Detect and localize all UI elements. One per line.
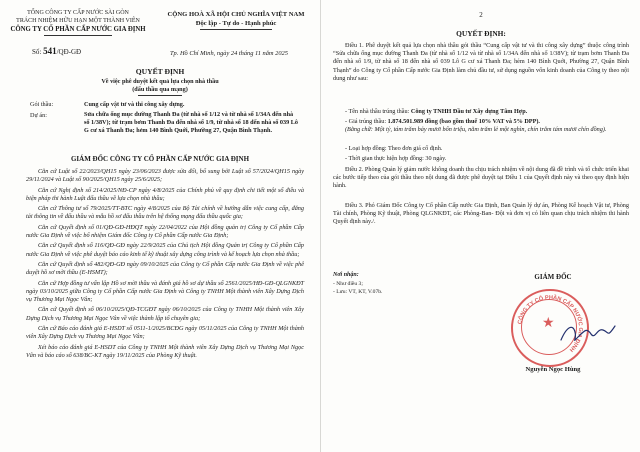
signer-name: Nguyễn Ngọc Hùng — [525, 366, 581, 373]
package-label: Gói thầu: — [30, 101, 54, 108]
legal-basis-item: Căn cứ Luật số 22/2023/QH15 ngày 23/06/2023 được sửa đổi, bổ sung bởi Luật số 57/2024/QH15 ngày 29/11/2024 và Luật số 90/2025/QH15 ngày 25/6/2025; — [26, 168, 304, 184]
article-2: Điều 2. Phòng Quản lý giảm nước không doanh thu chịu trách nhiệm về nội dung đã đề trình và tổ chức triển khai các bước tiếp theo của gói thầu theo nội dung đã được phê duyệt tại Điều 1 của Quyết định này và theo quy định hiện hành. — [333, 166, 629, 190]
authority: GIÁM ĐỐC CÔNG TY CỔ PHẦN CẤP NƯỚC GIA ĐỊNH — [70, 155, 250, 163]
recipients-label: Nơi nhận: — [333, 272, 359, 278]
price-line: - Giá trúng thầu: 1.874.501.989 đồng (bao gồm thuế 10% VAT và 5% DPP). — [345, 118, 540, 125]
contract-duration: - Thời gian thực hiện hợp đồng: 30 ngày. — [345, 155, 447, 162]
project-value: Sửa chữa ống mục đường Thanh Đa (từ nhà số 1/12 và từ nhà số 1/34A đến nhà số 1/38V); từ trạm bơm Thanh Đa đến nhà số 1/9, từ nhà số 18 đến nhà số 039 Lô G cư xá Thanh Đa; hẻm 140 Bình Quới, Phường 27, Quận Bình Thạnh. — [84, 111, 298, 135]
legal-basis-item: Căn cứ Quyết định số 116/QĐ-GĐ ngày 22/9/2025 của Chủ tịch Hội đồng Quản trị Công ty Cổ phần Cấp nước Gia Định về việc phê duyệt báo cáo kinh tế kỹ thuật xây dựng công trình và kế hoạch lựa chọn nhà thầu; — [26, 242, 304, 258]
legal-basis-item: Căn cứ Thông tư số 79/2025/TT-BTC ngày 4/8/2025 của Bộ Tài chính về hướng dẫn việc cung cấp, đăng tải thông tin về đấu thầu và mẫu hồ sơ đấu thầu trên hệ thống mạng đấu thầu quốc gia; — [26, 205, 304, 221]
recipient-item: - Như điều 3; — [333, 281, 363, 287]
legal-basis-item: Căn cứ Báo cáo đánh giá E-HSDT số 0511-1/2025/BCĐG ngày 05/11/2025 của Công ty TNHH Một thành viên Xây Dựng Dịch vụ Thương Mại Ngọc Vân; — [26, 324, 304, 341]
nation-header: CỘNG HOÀ XÃ HỘI CHỦ NGHĨA VIỆT NAM — [167, 11, 305, 18]
motto: Độc lập - Tự do - Hạnh phúc — [195, 20, 277, 27]
decision-subtitle: Về việc phê duyệt kết quả lựa chọn nhà thầu — [101, 78, 219, 85]
org-underline — [44, 35, 112, 36]
legal-basis-item: Xét báo cáo đánh giá E-HSDT của Công ty TNHH Một thành viên Xây Dựng Dịch vụ Thương Mại Ngọc Vân và báo cáo số 638/BC-KT ngày 19/11/2025 của Phòng Kỹ thuật. — [26, 343, 304, 359]
org-parent-line-2: TRÁCH NHIỆM HỮU HẠN MỘT THÀNH VIÊN — [16, 18, 140, 24]
org-parent: TỔNG CÔNG TY CẤP NƯỚC SÀI GÒN — [27, 10, 129, 16]
price-value: 1.874.501.989 đồng (bao gồm thuế 10% VAT và 5% DPP). — [387, 118, 540, 125]
legal-basis-item: Căn cứ Hợp đồng tư vấn lập Hồ sơ mời thầu và đánh giá hồ sơ dự thầu số 2561/2025/HĐ-GĐ-QLGNKĐT ngày 03/10/2025 giữa Công ty Cổ phần Cấp nước Gia Định và Công ty TNHH Một thành viên Xây Dựng Dịch vụ Thương Mại Ngọc Vân; — [26, 279, 304, 303]
legal-basis-item: Căn cứ Quyết định số 482/QĐ-GĐ ngày 09/10/2025 của Công ty Cổ phần Cấp nước Gia Định về việc phê duyệt hồ sơ mời thầu (E-HSMT); — [26, 260, 304, 277]
decision-subtitle-2: (đấu thầu qua mạng) — [132, 86, 188, 93]
recipient-item: - Lưu: VT, KT, V.07b. — [333, 289, 383, 295]
project-label: Dự án: — [30, 112, 47, 119]
star-icon: ★ — [542, 316, 555, 331]
winner-line: - Tên nhà thầu trúng thầu: Công ty TNHH Đầu tư Xây dựng Tâm Hợp. — [345, 108, 528, 115]
doc-number: Số: 541/QĐ-GĐ — [32, 46, 82, 56]
price-in-words: (Bằng chữ: Một tỷ, tám trăm bảy mươi bốn triệu, năm trăm lẻ một nghìn, chín trăm tám mươi chín đồng). — [345, 126, 607, 133]
decision-heading: QUYẾT ĐỊNH: — [456, 29, 506, 38]
place-date: Tp. Hồ Chí Minh, ngày 24 tháng 11 năm 2025 — [170, 50, 288, 57]
org-name: CÔNG TY CỔ PHẦN CẤP NƯỚC GIA ĐỊNH — [10, 26, 146, 33]
contract-type: - Loại hợp đồng: Theo đơn giá cố định. — [345, 145, 443, 152]
legal-bases — [26, 168, 304, 362]
legal-basis-item: Căn cứ Quyết định số 06/10/2025/QĐ-TCGĐT ngày 06/10/2025 của Công ty TNHH Một thành viên Xây Dựng Dịch vụ Thương Mại Ngọc Vân về việc thành lập tổ chuyên gia; — [26, 306, 304, 322]
legal-basis-item: Căn cứ Nghị định số 214/2025/NĐ-CP ngày 4/8/2025 của Chính phủ về quy định chi tiết một số điều và biện pháp thi hành Luật đấu thầu về lựa chọn nhà thầu; — [26, 186, 304, 202]
doc-number-value: 541 — [43, 46, 57, 56]
winner-value: Công ty TNHH Đầu tư Xây dựng Tâm Hợp. — [410, 108, 528, 115]
motto-underline — [200, 29, 272, 30]
package-value: Cung cấp vật tư và thi công xây dựng. — [84, 101, 185, 108]
article-1: Điều 1. Phê duyệt kết quả lựa chọn nhà thầu gói thầu “Cung cấp vật tư và thi công xây dựng” thuộc công trình “Sửa chữa ống mục đường Thanh Đa (từ nhà số 1/12 và từ nhà số 1/34A đến nhà số 1/38V); từ trạm bơm Thanh Đa đến nhà số 1/9, từ nhà số 18 đến nhà số 039 Lô G cư xá Thanh Đa; hẻm 140 Bình Quới, Phường 27, Quận Bình Thạnh” do Công ty Cổ phần Cấp nước Gia Định làm chủ đầu tư, sử dụng nguồn vốn kinh doanh của Công ty theo nội dung như sau: — [333, 42, 629, 82]
article-3: Điều 3. Phó Giám Đốc Công ty Cổ phần Cấp nước Gia Định, Ban Quản lý dự án, Phòng Kế hoạch Vật tư, Phòng Tài chính, Phòng Kỹ thuật, Phòng QLGNKĐT, các Phòng-Ban- Đội và đơn vị có liên quan chịu trách nhiệm thi hành Quyết định này./. — [333, 202, 629, 226]
signer-title: GIÁM ĐỐC — [534, 273, 572, 281]
svg-text:CÔNG TY CỔ PHẦN CẤP NƯỚC GIA Đ: CÔNG TY CỔ PHẦN CẤP NƯỚC GIA ĐỊNH — [517, 294, 584, 353]
legal-basis-item: Căn cứ Quyết định số 01/QĐ-GĐ-HĐQT ngày 22/04/2022 của Hội đồng quản trị Công ty Cổ phần Cấp nước Gia Định về việc bổ nhiệm Giám đốc Công ty Cổ phần Cấp nước Gia Định; — [26, 223, 304, 239]
decision-title: QUYẾT ĐỊNH — [135, 67, 185, 76]
page-2 — [321, 0, 640, 452]
page-number: 2 — [479, 11, 483, 19]
title-underline — [138, 95, 182, 96]
signature — [557, 318, 621, 348]
